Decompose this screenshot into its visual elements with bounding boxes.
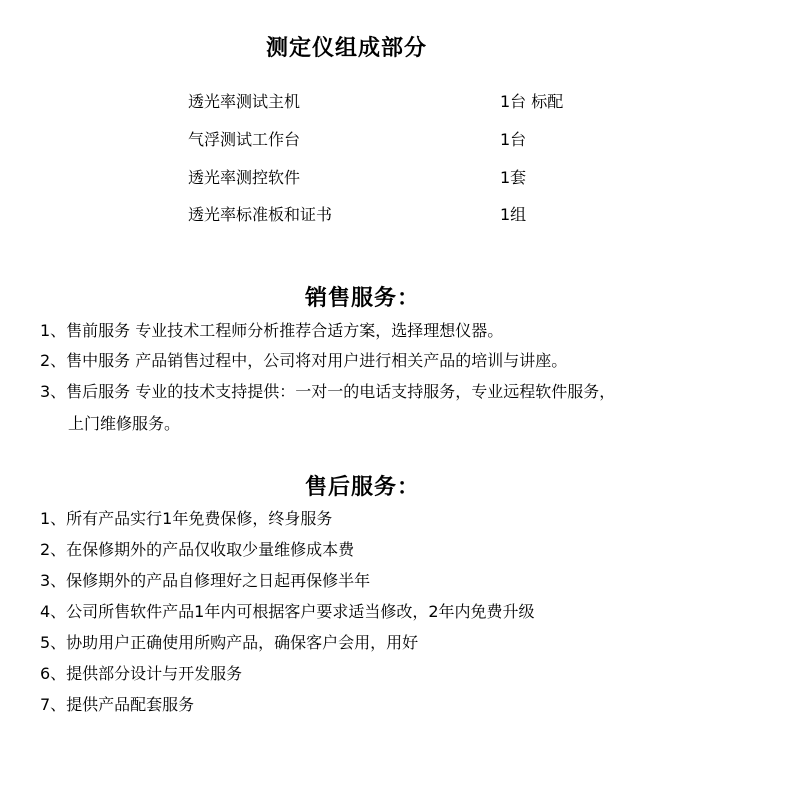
component-qty: 1组 bbox=[500, 205, 527, 224]
list-item: 5、协助用户正确使用所购产品，确保客户会用，用好 bbox=[40, 633, 419, 652]
component-qty: 1套 bbox=[500, 168, 527, 187]
list-item: 1、所有产品实行1年免费保修，终身服务 bbox=[40, 509, 333, 528]
after-sales-title: 售后服务： bbox=[305, 475, 421, 500]
components-title: 测定仪组成部分 bbox=[266, 36, 428, 61]
component-qty: 1台 标配 bbox=[500, 92, 564, 111]
list-item-continuation: 上门维修服务。 bbox=[68, 414, 181, 433]
component-name: 透光率测试主机 bbox=[188, 92, 301, 111]
list-item: 6、提供部分设计与开发服务 bbox=[40, 664, 243, 683]
list-item: 2、售中服务 产品销售过程中，公司将对用户进行相关产品的培训与讲座。 bbox=[40, 351, 568, 370]
component-name: 透光率测控软件 bbox=[188, 168, 301, 187]
list-item: 3、售后服务 专业的技术支持提供：一对一的电话支持服务，专业远程软件服务， bbox=[40, 382, 616, 401]
list-item: 4、公司所售软件产品1年内可根据客户要求适当修改，2年内免费升级 bbox=[40, 602, 535, 621]
component-name: 透光率标准板和证书 bbox=[188, 205, 333, 224]
list-item: 2、在保修期外的产品仅收取少量维修成本费 bbox=[40, 540, 355, 559]
sales-service-title: 销售服务： bbox=[305, 286, 421, 311]
list-item: 1、售前服务 专业技术工程师分析推荐合适方案，选择理想仪器。 bbox=[40, 321, 504, 340]
component-qty: 1台 bbox=[500, 130, 527, 149]
list-item: 3、保修期外的产品自修理好之日起再保修半年 bbox=[40, 571, 371, 590]
list-item: 7、提供产品配套服务 bbox=[40, 695, 195, 714]
component-name: 气浮测试工作台 bbox=[188, 130, 301, 149]
